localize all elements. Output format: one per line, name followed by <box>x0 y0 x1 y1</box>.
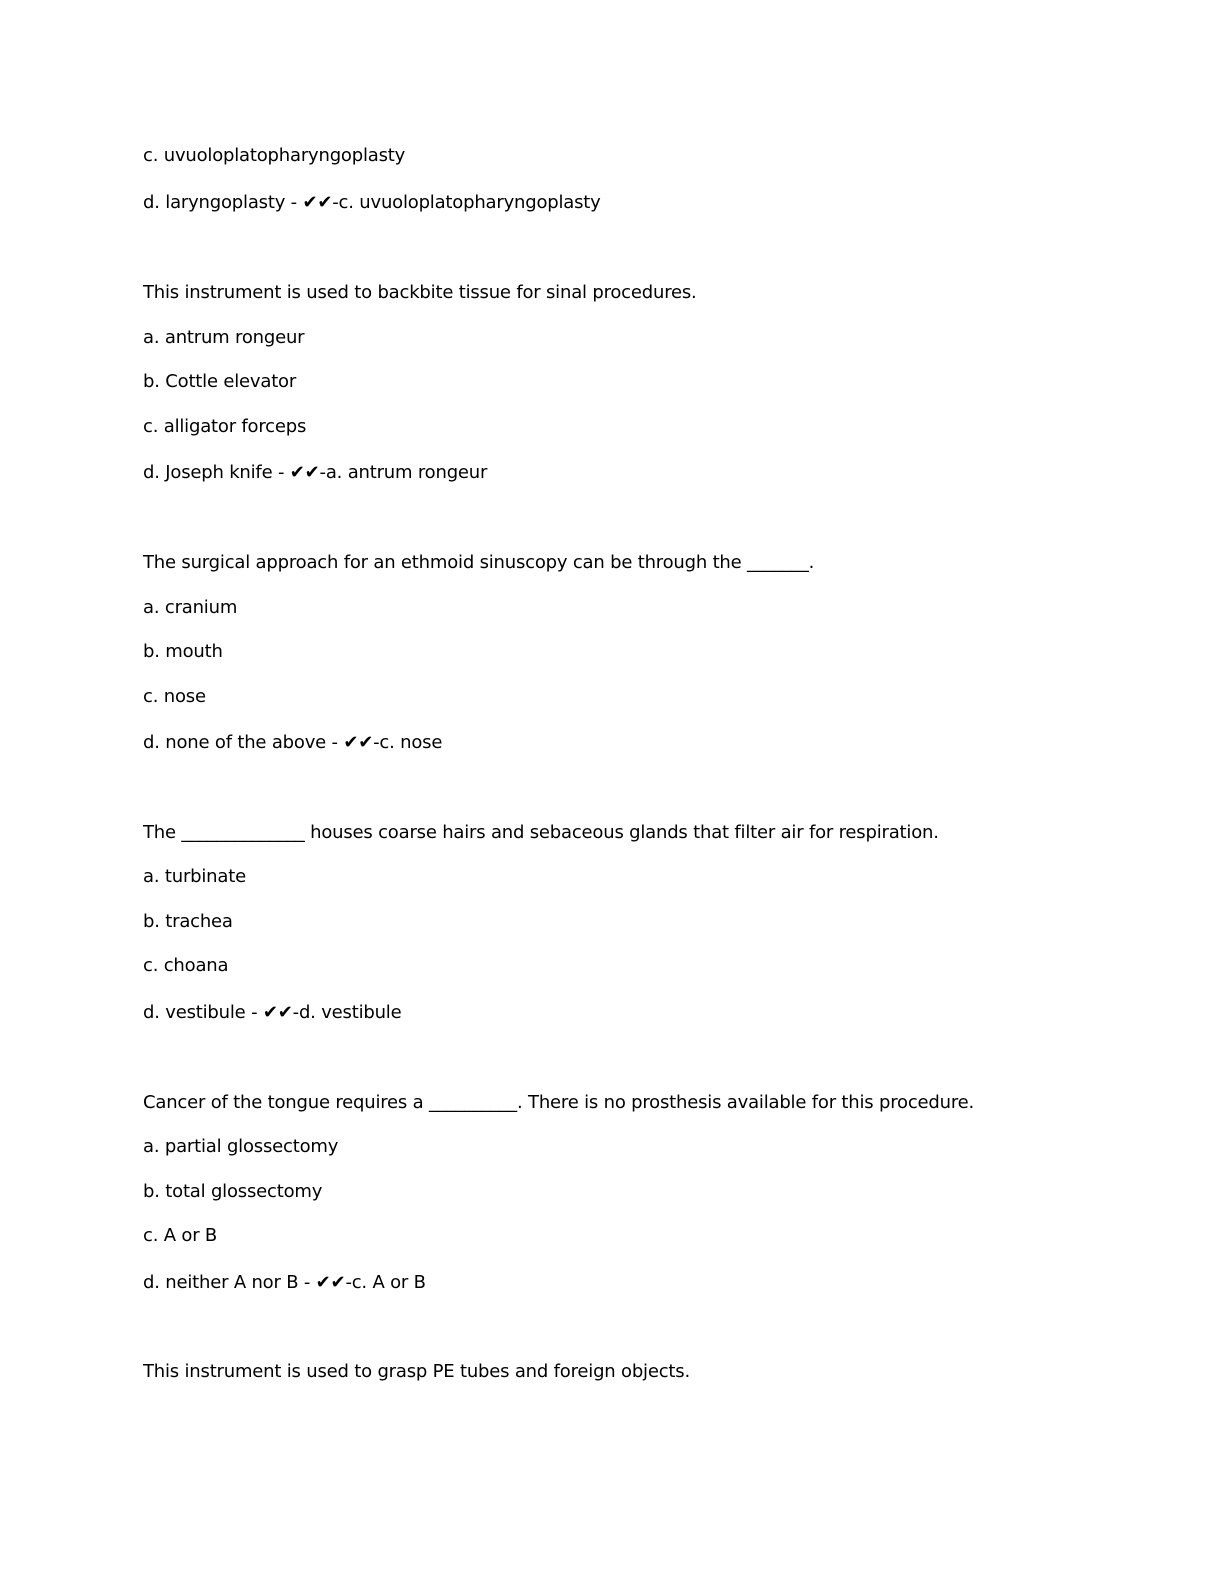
answer-option-with-key: d. neither A nor B - ✔✔-c. A or B <box>143 1272 426 1293</box>
answer-option: c. A or B <box>143 1225 218 1246</box>
question-text: This instrument is used to grasp PE tubes and foreign objects. <box>143 1361 690 1382</box>
question-text: The surgical approach for an ethmoid sinuscopy can be through the _______. <box>143 552 815 573</box>
answer-option: b. Cottle elevator <box>143 371 297 392</box>
answer-option: c. nose <box>143 686 206 707</box>
answer-option-with-key: d. vestibule - ✔✔-d. vestibule <box>143 1002 402 1023</box>
answer-option: c. choana <box>143 955 229 976</box>
question-text: The ______________ houses coarse hairs and sebaceous glands that filter air for respiration. <box>143 822 939 843</box>
answer-option: a. partial glossectomy <box>143 1136 339 1157</box>
answer-option-with-key: d. laryngoplasty - ✔✔-c. uvuoloplatopharyngoplasty <box>143 192 601 213</box>
answer-option: b. mouth <box>143 641 223 662</box>
question-text: This instrument is used to backbite tissue for sinal procedures. <box>143 282 697 303</box>
answer-option-with-key: d. Joseph knife - ✔✔-a. antrum rongeur <box>143 462 488 483</box>
answer-option: a. cranium <box>143 597 238 618</box>
answer-option: c. uvuoloplatopharyngoplasty <box>143 145 406 166</box>
answer-option: b. total glossectomy <box>143 1181 323 1202</box>
answer-option: a. turbinate <box>143 866 246 887</box>
answer-option: c. alligator forceps <box>143 416 307 437</box>
answer-option-with-key: d. none of the above - ✔✔-c. nose <box>143 732 443 753</box>
answer-option: b. trachea <box>143 911 233 932</box>
question-text: Cancer of the tongue requires a __________. There is no prosthesis available for this procedure. <box>143 1092 975 1113</box>
answer-option: a. antrum rongeur <box>143 327 305 348</box>
